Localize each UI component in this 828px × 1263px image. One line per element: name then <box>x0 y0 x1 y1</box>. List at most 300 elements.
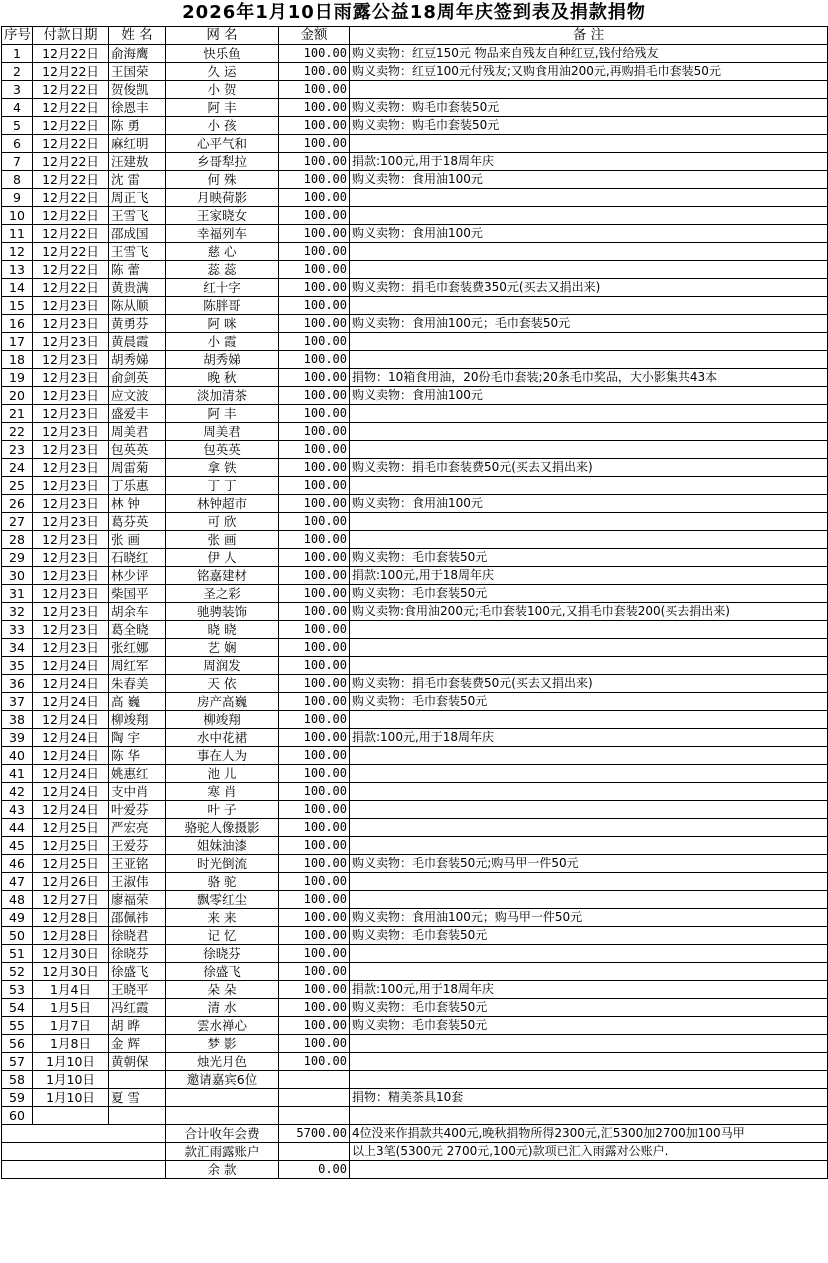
cell-date: 12月24日 <box>33 801 109 819</box>
cell-amount: 100.00 <box>279 981 350 999</box>
cell-amount: 100.00 <box>279 621 350 639</box>
cell-note <box>350 531 828 549</box>
cell-date: 12月22日 <box>33 261 109 279</box>
cell-no: 33 <box>2 621 33 639</box>
cell-date: 12月23日 <box>33 621 109 639</box>
cell-note: 购义卖物：毛巾套装50元 <box>350 927 828 945</box>
cell-name: 贺俊凯 <box>109 81 166 99</box>
cell-note <box>350 81 828 99</box>
cell-netname: 胡秀娣 <box>166 351 279 369</box>
cell-no: 45 <box>2 837 33 855</box>
cell-name: 葛全晓 <box>109 621 166 639</box>
cell-netname: 张 画 <box>166 531 279 549</box>
cell-amount: 100.00 <box>279 765 350 783</box>
cell-no: 7 <box>2 153 33 171</box>
cell-no: 19 <box>2 369 33 387</box>
summary-empty <box>2 1125 166 1143</box>
cell-netname <box>166 1089 279 1107</box>
cell-name: 丁乐惠 <box>109 477 166 495</box>
cell-no: 20 <box>2 387 33 405</box>
cell-netname: 邀请嘉宾6位 <box>166 1071 279 1089</box>
cell-note: 购义卖物：捐毛巾套装费50元(买去又捐出来) <box>350 459 828 477</box>
cell-no: 54 <box>2 999 33 1017</box>
cell-amount: 100.00 <box>279 243 350 261</box>
cell-amount: 100.00 <box>279 819 350 837</box>
cell-date: 12月24日 <box>33 747 109 765</box>
cell-name: 冯红霞 <box>109 999 166 1017</box>
page-title: 2026年1月10日雨露公益18周年庆签到表及捐款捐物 <box>182 2 646 23</box>
cell-name: 徐恩丰 <box>109 99 166 117</box>
cell-note: 购义卖物：食用油100元；购马甲一件50元 <box>350 909 828 927</box>
header-no: 序号 <box>2 27 33 45</box>
cell-no: 52 <box>2 963 33 981</box>
cell-note <box>350 423 828 441</box>
cell-note <box>350 1053 828 1071</box>
cell-amount: 100.00 <box>279 459 350 477</box>
cell-amount: 100.00 <box>279 657 350 675</box>
cell-netname: 慈 心 <box>166 243 279 261</box>
summary-amount <box>279 1143 350 1161</box>
cell-date: 12月25日 <box>33 855 109 873</box>
cell-name: 王亚铭 <box>109 855 166 873</box>
cell-amount: 100.00 <box>279 477 350 495</box>
cell-note <box>350 801 828 819</box>
cell-name: 陈 华 <box>109 747 166 765</box>
table-row <box>2 873 828 891</box>
cell-name: 高 巍 <box>109 693 166 711</box>
cell-name: 胡余车 <box>109 603 166 621</box>
cell-name: 陈 勇 <box>109 117 166 135</box>
cell-date: 12月23日 <box>33 297 109 315</box>
cell-netname: 叶 子 <box>166 801 279 819</box>
cell-note: 购义卖物：毛巾套装50元 <box>350 585 828 603</box>
cell-name: 包英英 <box>109 441 166 459</box>
cell-amount: 100.00 <box>279 333 350 351</box>
cell-netname: 姐妹油漆 <box>166 837 279 855</box>
table-row <box>2 189 828 207</box>
cell-no: 28 <box>2 531 33 549</box>
cell-note: 捐款:100元,用于18周年庆 <box>350 729 828 747</box>
cell-no: 27 <box>2 513 33 531</box>
cell-name: 柳竣翔 <box>109 711 166 729</box>
cell-netname: 圣之彩 <box>166 585 279 603</box>
cell-netname: 艺 娴 <box>166 639 279 657</box>
cell-name: 徐晓君 <box>109 927 166 945</box>
cell-no: 16 <box>2 315 33 333</box>
cell-netname: 雲水禅心 <box>166 1017 279 1035</box>
table-row <box>2 261 828 279</box>
cell-name: 张红娜 <box>109 639 166 657</box>
cell-name: 陈 蕾 <box>109 261 166 279</box>
cell-no: 42 <box>2 783 33 801</box>
table-row <box>2 657 828 675</box>
cell-amount: 100.00 <box>279 999 350 1017</box>
cell-amount: 100.00 <box>279 783 350 801</box>
cell-netname: 周润发 <box>166 657 279 675</box>
cell-name: 王淑伟 <box>109 873 166 891</box>
cell-name: 周雷菊 <box>109 459 166 477</box>
cell-netname: 小 贺 <box>166 81 279 99</box>
cell-amount: 100.00 <box>279 1053 350 1071</box>
signin-table <box>1 26 828 1179</box>
table-summary <box>2 1125 828 1179</box>
cell-no: 17 <box>2 333 33 351</box>
cell-date: 12月27日 <box>33 891 109 909</box>
cell-date: 12月24日 <box>33 783 109 801</box>
cell-netname: 拿 铁 <box>166 459 279 477</box>
cell-no: 6 <box>2 135 33 153</box>
table-row <box>2 351 828 369</box>
cell-note <box>350 135 828 153</box>
cell-date: 12月23日 <box>33 405 109 423</box>
table-row <box>2 477 828 495</box>
cell-netname: 池 儿 <box>166 765 279 783</box>
table-row <box>2 117 828 135</box>
cell-note <box>350 477 828 495</box>
header-note: 备 注 <box>350 27 828 45</box>
cell-note <box>350 837 828 855</box>
cell-netname: 阿 丰 <box>166 99 279 117</box>
cell-amount <box>279 1071 350 1089</box>
summary-label: 款汇雨露账户 <box>166 1143 279 1161</box>
cell-netname: 久 运 <box>166 63 279 81</box>
cell-no: 58 <box>2 1071 33 1089</box>
cell-no: 25 <box>2 477 33 495</box>
cell-no: 21 <box>2 405 33 423</box>
cell-note <box>350 711 828 729</box>
summary-row <box>2 1125 828 1143</box>
cell-date: 12月23日 <box>33 315 109 333</box>
table-row <box>2 765 828 783</box>
cell-amount: 100.00 <box>279 927 350 945</box>
cell-note <box>350 297 828 315</box>
cell-netname: 寒 肖 <box>166 783 279 801</box>
cell-amount: 100.00 <box>279 189 350 207</box>
cell-amount: 100.00 <box>279 675 350 693</box>
cell-name: 黄贵满 <box>109 279 166 297</box>
cell-netname: 骆 驼 <box>166 873 279 891</box>
summary-empty <box>2 1161 166 1179</box>
cell-no: 40 <box>2 747 33 765</box>
cell-date: 12月23日 <box>33 477 109 495</box>
table-row <box>2 819 828 837</box>
cell-date <box>33 1107 109 1125</box>
cell-note: 购义卖物：食用油100元 <box>350 225 828 243</box>
cell-note: 购义卖物：毛巾套装50元 <box>350 549 828 567</box>
cell-note: 捐款:100元,用于18周年庆 <box>350 981 828 999</box>
cell-date: 12月23日 <box>33 495 109 513</box>
table-row <box>2 1089 828 1107</box>
cell-amount: 100.00 <box>279 351 350 369</box>
cell-amount: 100.00 <box>279 297 350 315</box>
cell-note <box>350 243 828 261</box>
cell-no: 8 <box>2 171 33 189</box>
table-row <box>2 423 828 441</box>
cell-netname: 骆驼人像摄影 <box>166 819 279 837</box>
cell-amount: 100.00 <box>279 693 350 711</box>
cell-note: 捐款:100元,用于18周年庆 <box>350 567 828 585</box>
header-amount: 金额 <box>279 27 350 45</box>
cell-note <box>350 351 828 369</box>
table-row <box>2 63 828 81</box>
cell-note: 购义卖物：毛巾套装50元 <box>350 999 828 1017</box>
cell-no: 48 <box>2 891 33 909</box>
table-row <box>2 999 828 1017</box>
cell-netname: 铭嘉建材 <box>166 567 279 585</box>
cell-date: 12月23日 <box>33 387 109 405</box>
cell-amount <box>279 1089 350 1107</box>
table-row <box>2 405 828 423</box>
cell-amount: 100.00 <box>279 891 350 909</box>
cell-netname: 周美君 <box>166 423 279 441</box>
summary-empty <box>2 1143 166 1161</box>
table-row <box>2 855 828 873</box>
cell-no: 2 <box>2 63 33 81</box>
cell-amount: 100.00 <box>279 225 350 243</box>
cell-netname: 飘零红尘 <box>166 891 279 909</box>
cell-name: 麻红明 <box>109 135 166 153</box>
cell-no: 30 <box>2 567 33 585</box>
cell-netname: 事在人为 <box>166 747 279 765</box>
cell-name: 俞剑英 <box>109 369 166 387</box>
cell-amount: 100.00 <box>279 441 350 459</box>
cell-amount: 100.00 <box>279 729 350 747</box>
cell-amount: 100.00 <box>279 369 350 387</box>
cell-name: 王爱芬 <box>109 837 166 855</box>
cell-netname: 伊 人 <box>166 549 279 567</box>
table-row <box>2 297 828 315</box>
cell-no: 46 <box>2 855 33 873</box>
cell-note: 购义卖物：毛巾套装50元;购马甲一件50元 <box>350 855 828 873</box>
cell-note <box>350 405 828 423</box>
cell-date: 12月23日 <box>33 603 109 621</box>
cell-no: 22 <box>2 423 33 441</box>
cell-date: 12月23日 <box>33 549 109 567</box>
cell-date: 12月23日 <box>33 423 109 441</box>
cell-no: 15 <box>2 297 33 315</box>
cell-amount: 100.00 <box>279 963 350 981</box>
cell-netname: 幸福列车 <box>166 225 279 243</box>
table-row <box>2 801 828 819</box>
cell-date: 12月22日 <box>33 99 109 117</box>
cell-no: 26 <box>2 495 33 513</box>
cell-no: 39 <box>2 729 33 747</box>
cell-no: 38 <box>2 711 33 729</box>
cell-note: 购义卖物:食用油200元;毛巾套装100元,又捐毛巾套装200(买去捐出来) <box>350 603 828 621</box>
table-row <box>2 963 828 981</box>
cell-amount: 100.00 <box>279 549 350 567</box>
table-row <box>2 675 828 693</box>
table-row <box>2 513 828 531</box>
table-row <box>2 549 828 567</box>
cell-name: 徐盛飞 <box>109 963 166 981</box>
cell-no: 47 <box>2 873 33 891</box>
cell-date: 1月5日 <box>33 999 109 1017</box>
cell-name: 王国荣 <box>109 63 166 81</box>
cell-date: 12月23日 <box>33 333 109 351</box>
cell-name: 石晓红 <box>109 549 166 567</box>
cell-date: 12月24日 <box>33 675 109 693</box>
cell-netname: 林钟超市 <box>166 495 279 513</box>
cell-netname: 天 依 <box>166 675 279 693</box>
cell-netname: 水中花裙 <box>166 729 279 747</box>
cell-no: 5 <box>2 117 33 135</box>
summary-label: 余 款 <box>166 1161 279 1179</box>
cell-name: 柴国平 <box>109 585 166 603</box>
table-body <box>2 45 828 1125</box>
cell-name: 黄勇芬 <box>109 315 166 333</box>
cell-date: 1月7日 <box>33 1017 109 1035</box>
cell-amount: 100.00 <box>279 1035 350 1053</box>
cell-netname: 陈胖哥 <box>166 297 279 315</box>
table-row <box>2 99 828 117</box>
cell-amount: 100.00 <box>279 567 350 585</box>
table-row <box>2 891 828 909</box>
cell-date: 12月24日 <box>33 765 109 783</box>
cell-no: 34 <box>2 639 33 657</box>
table-row <box>2 909 828 927</box>
cell-netname: 心平气和 <box>166 135 279 153</box>
cell-amount: 100.00 <box>279 387 350 405</box>
cell-amount: 100.00 <box>279 279 350 297</box>
table-row <box>2 495 828 513</box>
cell-name: 胡 晔 <box>109 1017 166 1035</box>
cell-netname: 包英英 <box>166 441 279 459</box>
cell-name: 沈 雷 <box>109 171 166 189</box>
cell-date: 12月26日 <box>33 873 109 891</box>
cell-amount: 100.00 <box>279 423 350 441</box>
cell-no: 32 <box>2 603 33 621</box>
cell-note: 购义卖物：食用油100元 <box>350 171 828 189</box>
cell-amount: 100.00 <box>279 315 350 333</box>
cell-name: 邵成国 <box>109 225 166 243</box>
table-row <box>2 315 828 333</box>
cell-amount: 100.00 <box>279 63 350 81</box>
cell-no: 59 <box>2 1089 33 1107</box>
table-row <box>2 81 828 99</box>
cell-name: 陶 宇 <box>109 729 166 747</box>
summary-row <box>2 1143 828 1161</box>
cell-note <box>350 945 828 963</box>
table-row <box>2 783 828 801</box>
cell-name: 王晓平 <box>109 981 166 999</box>
cell-no: 41 <box>2 765 33 783</box>
cell-note: 购义卖物：食用油100元 <box>350 495 828 513</box>
cell-no: 18 <box>2 351 33 369</box>
cell-note <box>350 819 828 837</box>
cell-netname: 快乐鱼 <box>166 45 279 63</box>
cell-amount <box>279 1107 350 1125</box>
cell-note: 购义卖物：购毛巾套装50元 <box>350 117 828 135</box>
cell-no: 51 <box>2 945 33 963</box>
summary-note: 4位没来作捐款共400元,晚秋捐物所得2300元,汇5300加2700加100马甲 <box>350 1125 828 1143</box>
cell-amount: 100.00 <box>279 81 350 99</box>
cell-note <box>350 873 828 891</box>
cell-amount: 100.00 <box>279 945 350 963</box>
cell-netname: 淡加清茶 <box>166 387 279 405</box>
cell-date: 12月24日 <box>33 693 109 711</box>
table-row <box>2 459 828 477</box>
cell-name: 周美君 <box>109 423 166 441</box>
table-row <box>2 333 828 351</box>
cell-netname: 徐晓芬 <box>166 945 279 963</box>
cell-date: 12月23日 <box>33 531 109 549</box>
cell-date: 12月23日 <box>33 441 109 459</box>
table-row <box>2 729 828 747</box>
cell-no: 13 <box>2 261 33 279</box>
cell-date: 1月10日 <box>33 1071 109 1089</box>
cell-netname: 房产高巍 <box>166 693 279 711</box>
cell-date: 1月4日 <box>33 981 109 999</box>
header-date: 付款日期 <box>33 27 109 45</box>
cell-netname: 柳竣翔 <box>166 711 279 729</box>
table-row <box>2 837 828 855</box>
cell-netname: 丁 丁 <box>166 477 279 495</box>
cell-note <box>350 1107 828 1125</box>
cell-name: 严宏亮 <box>109 819 166 837</box>
cell-note <box>350 747 828 765</box>
cell-date: 12月30日 <box>33 945 109 963</box>
cell-name: 支中肖 <box>109 783 166 801</box>
cell-netname: 可 欣 <box>166 513 279 531</box>
cell-amount: 100.00 <box>279 1017 350 1035</box>
cell-netname: 小 孩 <box>166 117 279 135</box>
cell-note: 购义卖物：红豆150元 物品来自残友自种红豆,钱付给残友 <box>350 45 828 63</box>
cell-date: 12月30日 <box>33 963 109 981</box>
cell-no: 37 <box>2 693 33 711</box>
cell-note: 购义卖物：毛巾套装50元 <box>350 693 828 711</box>
table-row <box>2 567 828 585</box>
cell-name: 徐晓芬 <box>109 945 166 963</box>
cell-note <box>350 1071 828 1089</box>
table-row <box>2 279 828 297</box>
cell-amount: 100.00 <box>279 909 350 927</box>
cell-date: 12月22日 <box>33 135 109 153</box>
cell-amount: 100.00 <box>279 405 350 423</box>
table-row <box>2 531 828 549</box>
table-row <box>2 693 828 711</box>
cell-amount: 100.00 <box>279 837 350 855</box>
cell-no: 4 <box>2 99 33 117</box>
cell-note: 购义卖物：毛巾套装50元 <box>350 1017 828 1035</box>
table-row <box>2 927 828 945</box>
cell-amount: 100.00 <box>279 873 350 891</box>
cell-no: 53 <box>2 981 33 999</box>
cell-amount: 100.00 <box>279 171 350 189</box>
cell-no: 12 <box>2 243 33 261</box>
cell-no: 35 <box>2 657 33 675</box>
cell-amount: 100.00 <box>279 261 350 279</box>
cell-note <box>350 639 828 657</box>
cell-no: 43 <box>2 801 33 819</box>
cell-name: 邵佩祎 <box>109 909 166 927</box>
cell-note: 捐物：精美茶具10套 <box>350 1089 828 1107</box>
table-row <box>2 135 828 153</box>
cell-netname: 清 水 <box>166 999 279 1017</box>
cell-date: 12月23日 <box>33 459 109 477</box>
cell-no: 11 <box>2 225 33 243</box>
cell-no: 44 <box>2 819 33 837</box>
cell-name <box>109 1071 166 1089</box>
table-row <box>2 153 828 171</box>
cell-netname: 阿 丰 <box>166 405 279 423</box>
cell-note: 购义卖物：食用油100元 <box>350 387 828 405</box>
cell-date: 12月22日 <box>33 189 109 207</box>
cell-date: 12月25日 <box>33 819 109 837</box>
cell-amount: 100.00 <box>279 135 350 153</box>
table-row <box>2 45 828 63</box>
cell-netname: 乡哥犁拉 <box>166 153 279 171</box>
